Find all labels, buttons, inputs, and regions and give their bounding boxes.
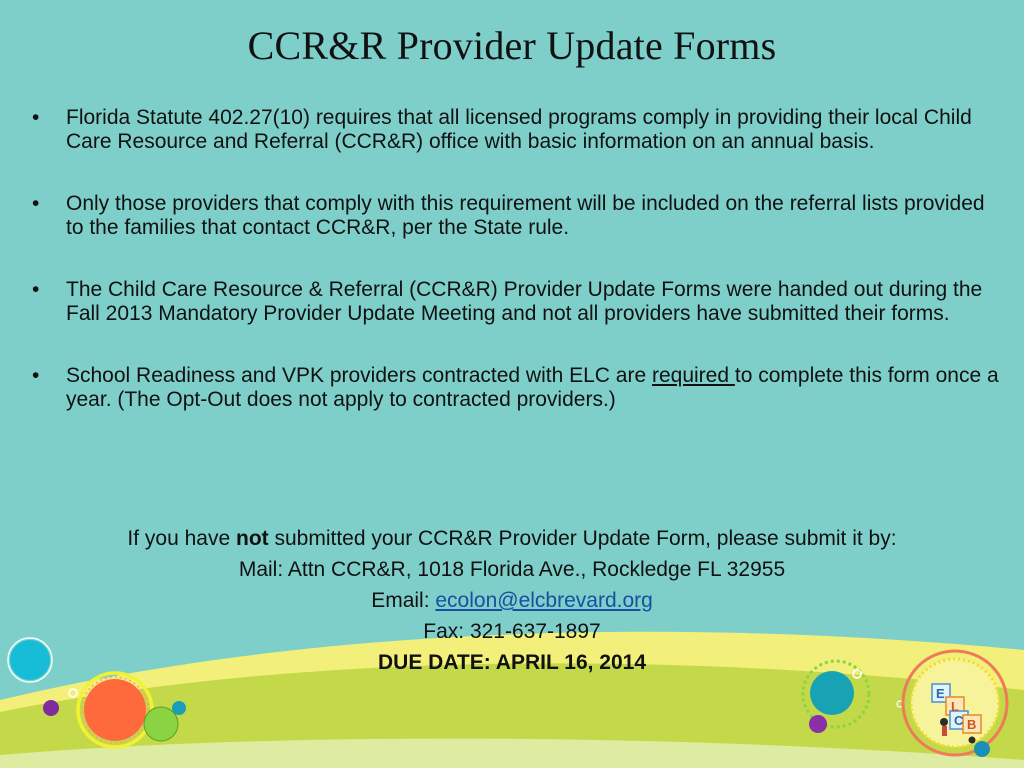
due-date-text: DUE DATE: APRIL 16, 2014 xyxy=(377,651,647,674)
list-item xyxy=(30,106,1005,154)
list-item xyxy=(30,192,1005,240)
instruction-text: If you have xyxy=(127,527,236,550)
bullet-text xyxy=(66,364,999,411)
svg-text:L: L xyxy=(951,699,959,714)
bullet-text: The Child Care Resource & Referral (CCR&R) Provider Update Forms were handed out during the Fall 2013 Mandatory Provider Update Meeting and not all providers have submitted their forms. xyxy=(66,278,983,325)
svg-text:C: C xyxy=(954,713,964,728)
bullet-text: Only those providers that comply with this requirement will be included on the referral lists provided to the families that contact CCR&R, per the State rule. xyxy=(66,192,985,239)
bullet-list xyxy=(30,106,1005,450)
list-item xyxy=(30,278,1005,326)
not-emphasis: not xyxy=(236,527,269,550)
bullet-icon: • xyxy=(32,106,40,129)
due-date xyxy=(0,647,1024,678)
list-item xyxy=(30,364,1005,412)
email-line xyxy=(0,585,1024,616)
email-link[interactable]: ecolon@elcbrevard.org xyxy=(435,589,653,612)
bullet-text-part: School Readiness and VPK providers contracted with ELC are xyxy=(66,364,652,387)
bullet-icon: • xyxy=(32,192,40,215)
email-label: Email: xyxy=(371,589,436,612)
submit-instruction xyxy=(0,523,1024,554)
contact-block xyxy=(0,523,1024,678)
bullet-icon: • xyxy=(32,364,40,387)
svg-text:B: B xyxy=(967,717,977,732)
bullet-text: Florida Statute 402.27(10) requires that all licensed programs comply in providing their local Child Care Resource and Referral (CCR&R) office with basic information on an annual basis. xyxy=(66,106,972,153)
mail-address: Mail: Attn CCR&R, 1018 Florida Ave., Rockledge FL 32955 xyxy=(238,558,786,581)
bullet-text-part: to complete this form once a year. (The Opt-Out does not apply to contracted providers.) xyxy=(66,364,999,411)
svg-text:E: E xyxy=(936,686,945,701)
instruction-text: submitted your CCR&R Provider Update Form, please submit it by: xyxy=(268,527,897,550)
required-emphasis: required xyxy=(651,364,735,387)
fax-number: Fax: 321-637-1897 xyxy=(423,620,601,643)
slide-title: CCR&R Provider Update Forms xyxy=(247,23,777,68)
bullet-icon: • xyxy=(32,278,40,301)
